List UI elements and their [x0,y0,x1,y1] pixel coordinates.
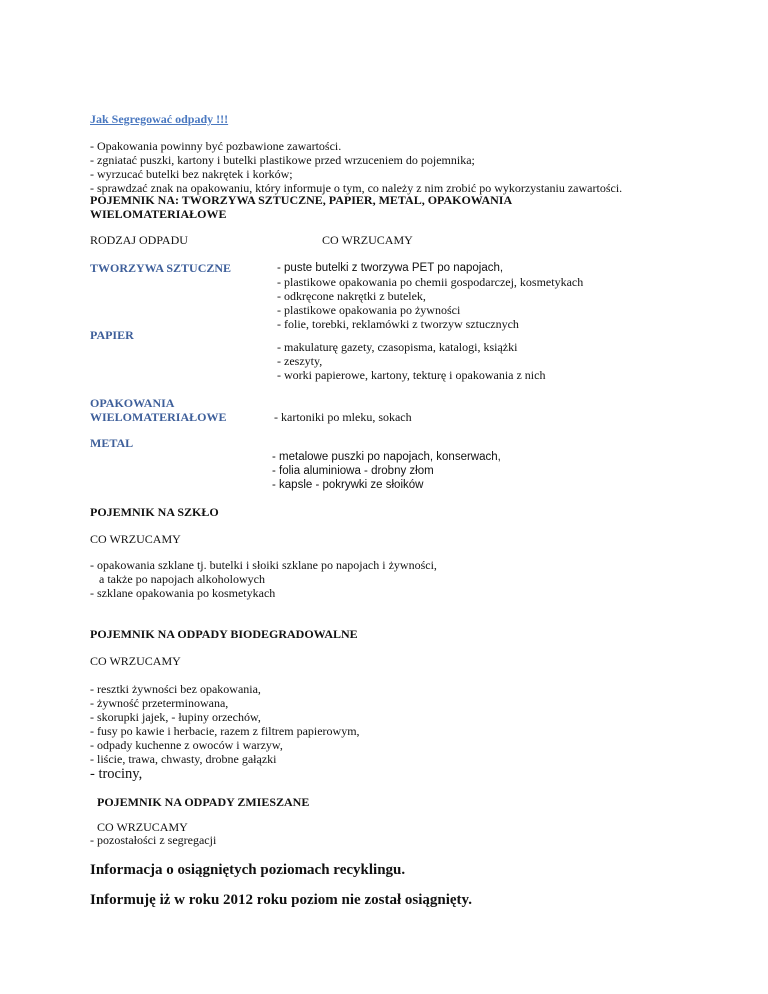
list-item: - fusy po kawie i herbacie, razem z filtrem papierowym, [90,724,360,738]
mixed-heading: POJEMNIK NA ODPADY ZMIESZANE [97,795,310,809]
category-plastic: TWORZYWA SZTUCZNE [90,261,232,275]
intro-list [90,139,622,195]
bio-items [90,682,360,782]
paper-items [277,340,545,382]
category-metal: METAL [90,436,134,450]
list-item: - odpady kuchenne z owoców i warzyw, [90,738,283,752]
column-header-type: RODZAJ ODPADU [90,233,188,247]
column-header-what: CO WRZUCAMY [322,233,413,247]
list-item: - makulaturę gazety, czasopisma, katalogi, książki [277,340,518,354]
page-title[interactable]: Jak Segregować odpady !!! [90,112,229,126]
list-item: - puste butelki z tworzywa PET po napojach, [277,262,504,274]
mixed-item: - pozostałości z segregacji [90,833,217,847]
list-item: - szklane opakowania po kosmetykach [90,586,276,600]
mixed-subheading: CO WRZUCAMY [97,820,188,834]
list-item: - odkręcone nakrętki z butelek, [277,289,426,303]
glass-subheading: CO WRZUCAMY [90,532,181,546]
list-item: - folie, torebki, reklamówki z tworzyw sztucznych [277,317,519,331]
recycling-info-statement: Informuję iż w roku 2012 roku poziom nie został osiągnięty. [90,892,472,908]
bio-subheading: CO WRZUCAMY [90,654,181,668]
list-item: - metalowe puszki po napojach, konserwach, [272,451,501,463]
recycling-info-heading: Informacja o osiągniętych poziomach recyklingu. [90,862,406,878]
list-item: - worki papierowe, kartony, tekturę i opakowania z nich [277,368,546,382]
list-item: - plastikowe opakowania po żywności [277,303,461,317]
list-item: - resztki żywności bez opakowania, [90,682,261,696]
multimaterial-item: - kartoniki po mleku, sokach [274,410,412,424]
list-item: - trociny, [90,766,143,782]
plastic-items [277,261,583,331]
intro-item: - wyrzucać butelki bez nakrętek i korków; [90,167,293,181]
glass-heading: POJEMNIK NA SZKŁO [90,505,219,519]
list-item: - plastikowe opakowania po chemii gospodarczej, kosmetykach [277,275,584,289]
intro-item: - sprawdzać znak na opakowaniu, który informuje o tym, co należy z nim zrobić po wykorzystaniu zawartości. [90,181,623,195]
list-item: - żywność przeterminowana, [90,696,229,710]
metal-items [272,450,501,492]
list-item: a także po napojach alkoholowych [90,572,265,586]
container1-heading: POJEMNIK NA: TWORZYWA SZTUCZNE, PAPIER, METAL, OPAKOWANIA WIELOMATERIAŁOWE [90,193,513,221]
glass-items [90,558,437,600]
list-item: - opakowania szklane tj. butelki i słoiki szklane po napojach i żywności, [90,558,437,572]
list-item: - liście, trawa, chwasty, drobne gałązki [90,752,277,766]
list-item: - kapsle - pokrywki ze słoików [272,479,424,491]
category-paper: PAPIER [90,328,134,342]
bio-heading: POJEMNIK NA ODPADY BIODEGRADOWALNE [90,627,358,641]
intro-item: - Opakowania powinny być pozbawione zawartości. [90,139,342,153]
category-multimaterial: OPAKOWANIA WIELOMATERIAŁOWE [90,396,227,424]
list-item: - zeszyty, [277,354,323,368]
list-item: - skorupki jajek, - łupiny orzechów, [90,710,261,724]
list-item: - folia aluminiowa - drobny złom [272,465,434,477]
intro-item: - zgniatać puszki, kartony i butelki plastikowe przed wrzuceniem do pojemnika; [90,153,475,167]
